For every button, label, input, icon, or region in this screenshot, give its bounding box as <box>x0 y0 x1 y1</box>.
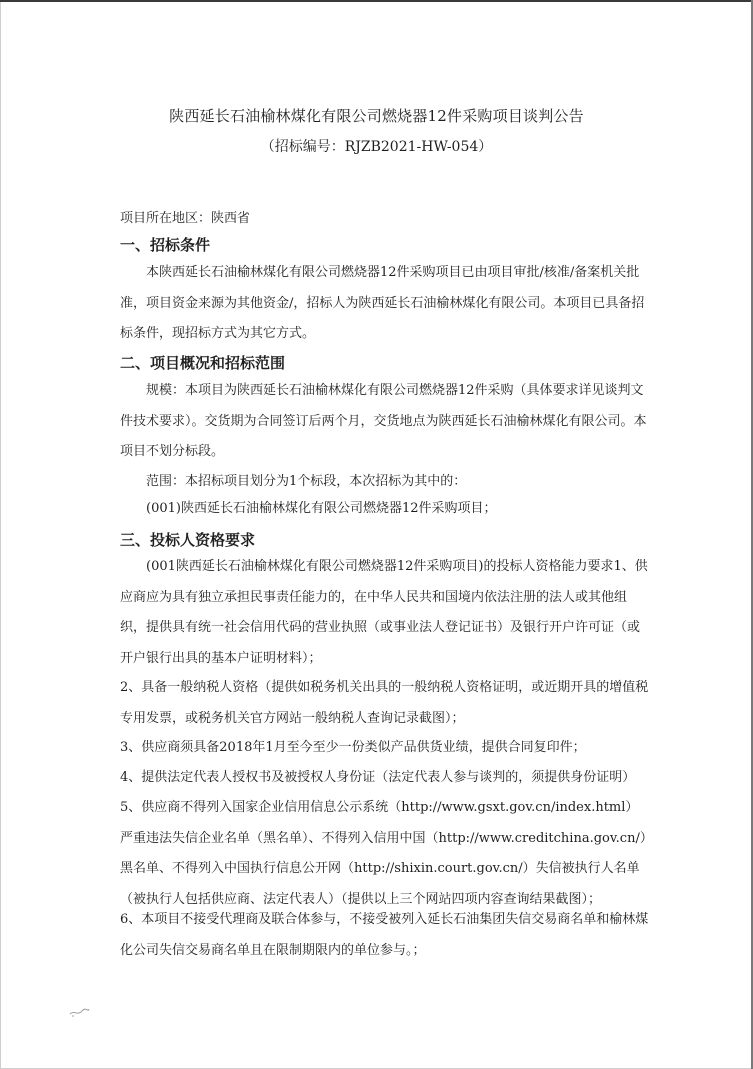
qualification-item-6: 6、本项目不接受代理商及联合体参与，不接受被列入延长石油集团失信交易商名单和榆林煤化公司失信交易商名单且在限制期限内的单位参与。； <box>120 912 649 958</box>
section-2-scale-paragraph: 规模：本项目为陕西延长石油榆林煤化有限公司燃烧器12件采购（具体要求详见谈判文件技术要求）。交货期为合同签订后两个月，交货地点为陕西延长石油榆林煤化有限公司。本项目不划分标段。 <box>120 383 647 459</box>
tender-number: （招标编号：RJZB2021-HW-054） <box>260 139 493 155</box>
qualification-item-5: 5、供应商不得列入国家企业信用信息公示系统（http://www.gsxt.gov.cn/index.html）严重违法失信企业名单（黑名单）、不得列入信用中国（http://www.creditchina.gov.cn/）黑名单、不得列入中国执行信息公开网（http://shixin.court.gov.cn/）失信被执行人名单（被执行人包括供应商、法定代表人）（提供以上三个网站四项内容查询结果截图）； <box>120 800 647 907</box>
section-heading-1: 一、招标条件 <box>120 236 211 254</box>
section-2-lot-paragraph: (001)陕西延长石油榆林煤化有限公司燃烧器12件采购项目； <box>146 501 497 516</box>
scan-smudge <box>68 1004 90 1020</box>
section-heading-2: 二、项目概况和招标范围 <box>120 354 286 372</box>
qualification-item-2: 2、具备一般纳税人资格（提供如税务机关出具的一般纳税人资格证明，或近期开具的增值税专用发票，或税务机关官方网站一般纳税人查询记录截图）； <box>120 680 649 726</box>
section-1-paragraph: 本陕西延长石油榆林煤化有限公司燃烧器12件采购项目已由项目审批/核准/备案机关批准，项目资金来源为其他资金/，招标人为陕西延长石油榆林煤化有限公司。本项目已具备招标条件，现招标方式为其它方式。 <box>120 265 645 341</box>
document-title: 陕西延长石油榆林煤化有限公司燃烧器12件采购项目谈判公告 <box>169 107 584 125</box>
project-region: 项目所在地区：陕西省 <box>120 211 251 226</box>
section-heading-3: 三、投标人资格要求 <box>120 531 256 549</box>
qualification-item-4: 4、提供法定代表人授权书及被授权人身份证（法定代表人参与谈判的，须提供身份证明） <box>120 770 636 785</box>
scan-top-edge <box>0 0 753 2</box>
section-2-scope-paragraph: 范围：本招标项目划分为1个标段，本次招标为其中的： <box>146 474 467 489</box>
qualification-item-1: (001陕西延长石油榆林煤化有限公司燃烧器12件采购项目)的投标人资格能力要求1、供应商应为具有独立承担民事责任能力的，在中华人民共和国境内依法注册的法人或其他组织，提供具有统一社会信用代码的营业执照（或事业法人登记证书）及银行开户许可证（或开户银行出具的基本户证明材料）； <box>120 559 648 666</box>
qualification-item-3: 3、供应商须具备2018年1月至今至少一份类似产品供货业绩，提供合同复印件； <box>120 740 586 755</box>
